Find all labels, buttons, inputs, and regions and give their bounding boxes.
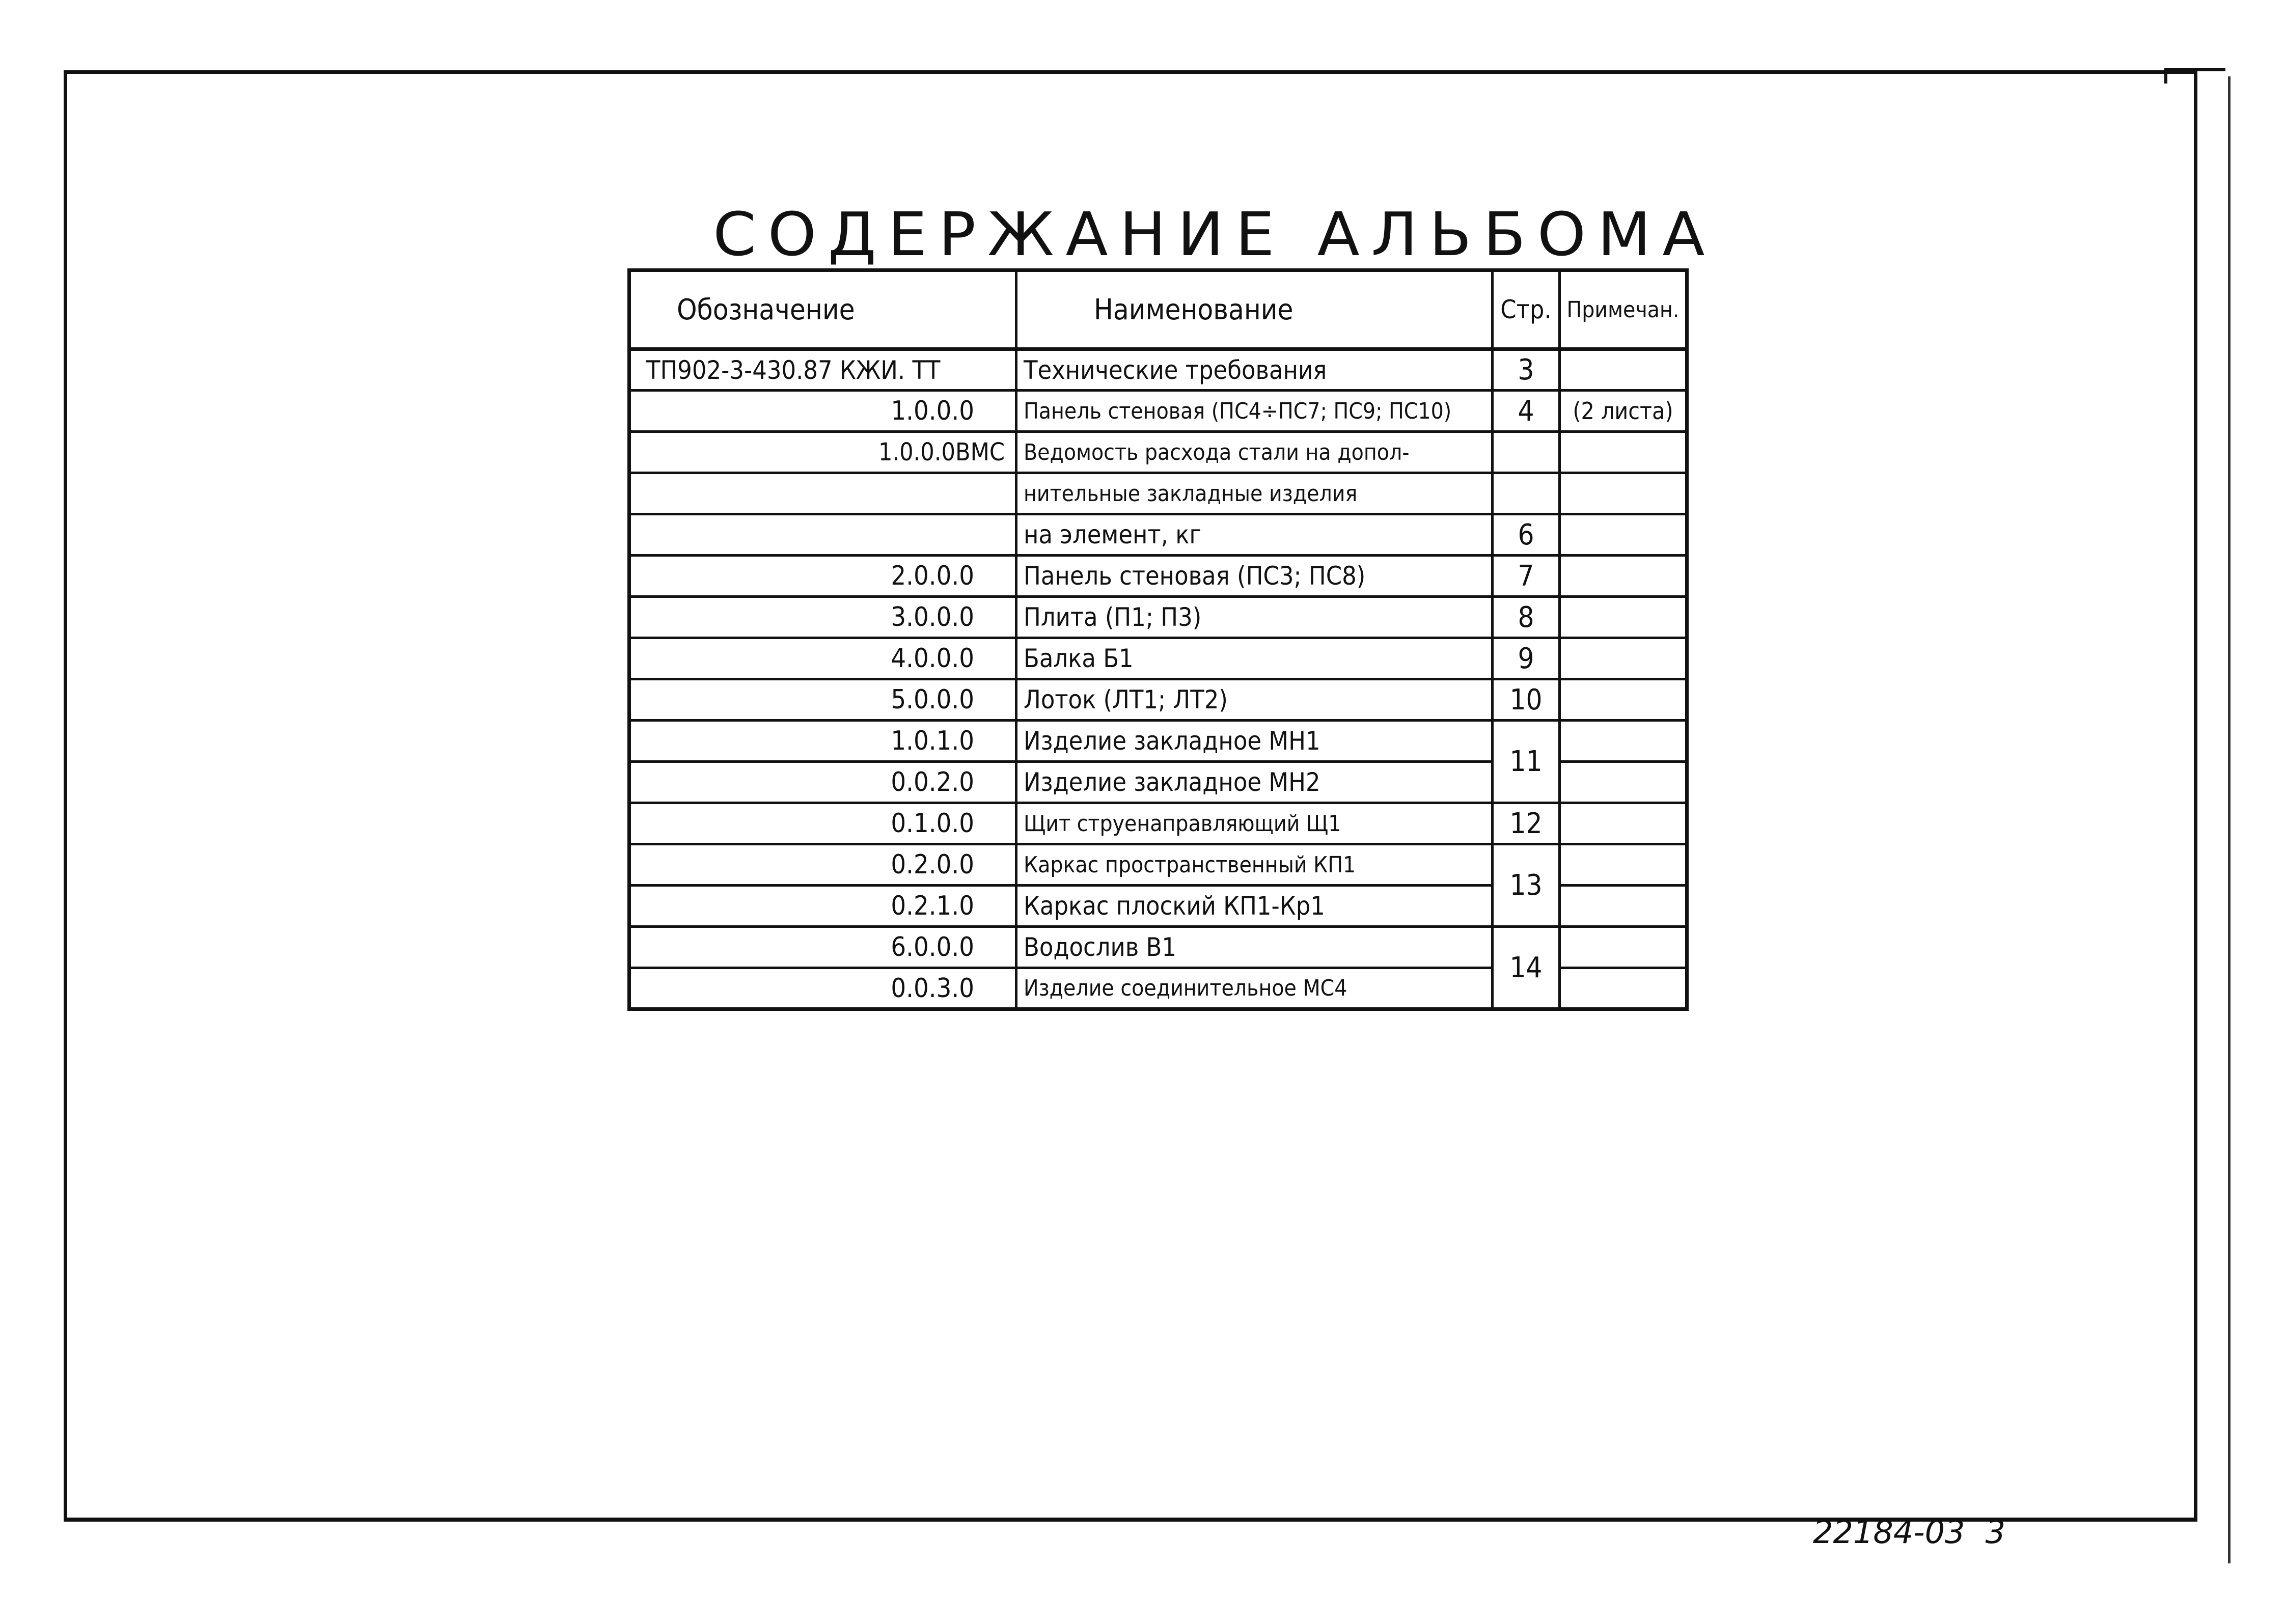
cell-name: Панель стеновая (ПС4÷ПС7; ПС9; ПС10) — [1016, 391, 1493, 432]
table-header-row — [629, 270, 1687, 349]
cell-page: 3 — [1493, 349, 1560, 391]
frame-corner-mark — [2164, 68, 2225, 84]
sheet-number: 3 — [1985, 1513, 2005, 1551]
cell-name: Панель стеновая (ПС3; ПС8) — [1016, 556, 1493, 597]
cell-name: Каркас пространственный КП1 — [1016, 844, 1493, 886]
cell-name: Каркас плоский КП1-Кр1 — [1016, 886, 1493, 927]
cell-designation: 1.0.1.0 — [629, 721, 1016, 762]
header-name: Наименование — [1016, 270, 1493, 349]
cell-page: 13 — [1493, 844, 1560, 927]
table-row — [629, 927, 1687, 968]
table-row — [629, 679, 1687, 721]
cell-note — [1560, 721, 1687, 762]
table-row — [629, 432, 1687, 473]
cell-designation — [629, 473, 1016, 514]
cell-designation: 5.0.0.0 — [629, 679, 1016, 721]
cell-name: на элемент, кг — [1016, 514, 1493, 556]
document-title: СОДЕРЖАНИЕ АЛЬБОМА — [713, 199, 1717, 269]
cell-designation: 3.0.0.0 — [629, 597, 1016, 638]
cell-note — [1560, 638, 1687, 679]
cell-note — [1560, 886, 1687, 927]
cell-page — [1493, 432, 1560, 473]
cell-note — [1560, 514, 1687, 556]
cell-note — [1560, 679, 1687, 721]
cell-page: 4 — [1493, 391, 1560, 432]
cell-note — [1560, 762, 1687, 803]
cell-page: 11 — [1493, 721, 1560, 803]
cell-designation: 1.0.0.0 — [629, 391, 1016, 432]
cell-name: Технические требования — [1016, 349, 1493, 391]
header-designation: Обозначение — [629, 270, 1016, 349]
cell-designation — [629, 514, 1016, 556]
cell-name: нительные закладные изделия — [1016, 473, 1493, 514]
cell-page: 14 — [1493, 927, 1560, 1009]
cell-page: 6 — [1493, 514, 1560, 556]
table-row — [629, 473, 1687, 514]
header-page: Стр. — [1493, 270, 1560, 349]
cell-note — [1560, 968, 1687, 1009]
table-row — [629, 803, 1687, 844]
cell-note — [1560, 844, 1687, 886]
table-row — [629, 844, 1687, 886]
table-row — [629, 597, 1687, 638]
cell-page: 7 — [1493, 556, 1560, 597]
cell-name: Изделие закладное МН2 — [1016, 762, 1493, 803]
cell-name: Щит струенаправляющий Щ1 — [1016, 803, 1493, 844]
cell-page: 9 — [1493, 638, 1560, 679]
cell-name: Балка Б1 — [1016, 638, 1493, 679]
cell-page — [1493, 473, 1560, 514]
table-row — [629, 721, 1687, 762]
table-row — [629, 556, 1687, 597]
cell-note — [1560, 432, 1687, 473]
contents-table — [627, 268, 1689, 1011]
cell-name: Изделие соединительное МС4 — [1016, 968, 1493, 1009]
sheet-edge-line — [2228, 76, 2231, 1563]
cell-page: 12 — [1493, 803, 1560, 844]
cell-note — [1560, 597, 1687, 638]
table-row — [629, 514, 1687, 556]
cell-name: Лоток (ЛТ1; ЛТ2) — [1016, 679, 1493, 721]
table-row — [629, 349, 1687, 391]
cell-note — [1560, 473, 1687, 514]
cell-designation: 2.0.0.0 — [629, 556, 1016, 597]
header-note: Примечан. — [1560, 270, 1687, 349]
cell-note — [1560, 349, 1687, 391]
cell-note — [1560, 803, 1687, 844]
cell-designation: 0.2.0.0 — [629, 844, 1016, 886]
cell-name: Изделие закладное МН1 — [1016, 721, 1493, 762]
cell-designation: 0.2.1.0 — [629, 886, 1016, 927]
sheet-stamp — [1813, 1513, 2026, 1551]
cell-designation: 4.0.0.0 — [629, 638, 1016, 679]
cell-page: 10 — [1493, 679, 1560, 721]
cell-designation: 0.0.3.0 — [629, 968, 1016, 1009]
table-row — [629, 391, 1687, 432]
cell-note — [1560, 556, 1687, 597]
cell-name: Водослив В1 — [1016, 927, 1493, 968]
cell-note — [1560, 927, 1687, 968]
table-row — [629, 638, 1687, 679]
cell-designation: 0.1.0.0 — [629, 803, 1016, 844]
cell-designation: 6.0.0.0 — [629, 927, 1016, 968]
cell-designation: 0.0.2.0 — [629, 762, 1016, 803]
cell-name: Ведомость расхода стали на допол- — [1016, 432, 1493, 473]
cell-name: Плита (П1; П3) — [1016, 597, 1493, 638]
document-number: 22184-03 — [1813, 1513, 1965, 1551]
cell-designation: ТП902-3-430.87 КЖИ. ТТ — [629, 349, 1016, 391]
cell-note: (2 листа) — [1560, 391, 1687, 432]
cell-page: 8 — [1493, 597, 1560, 638]
cell-designation: 1.0.0.0ВМС — [629, 432, 1016, 473]
